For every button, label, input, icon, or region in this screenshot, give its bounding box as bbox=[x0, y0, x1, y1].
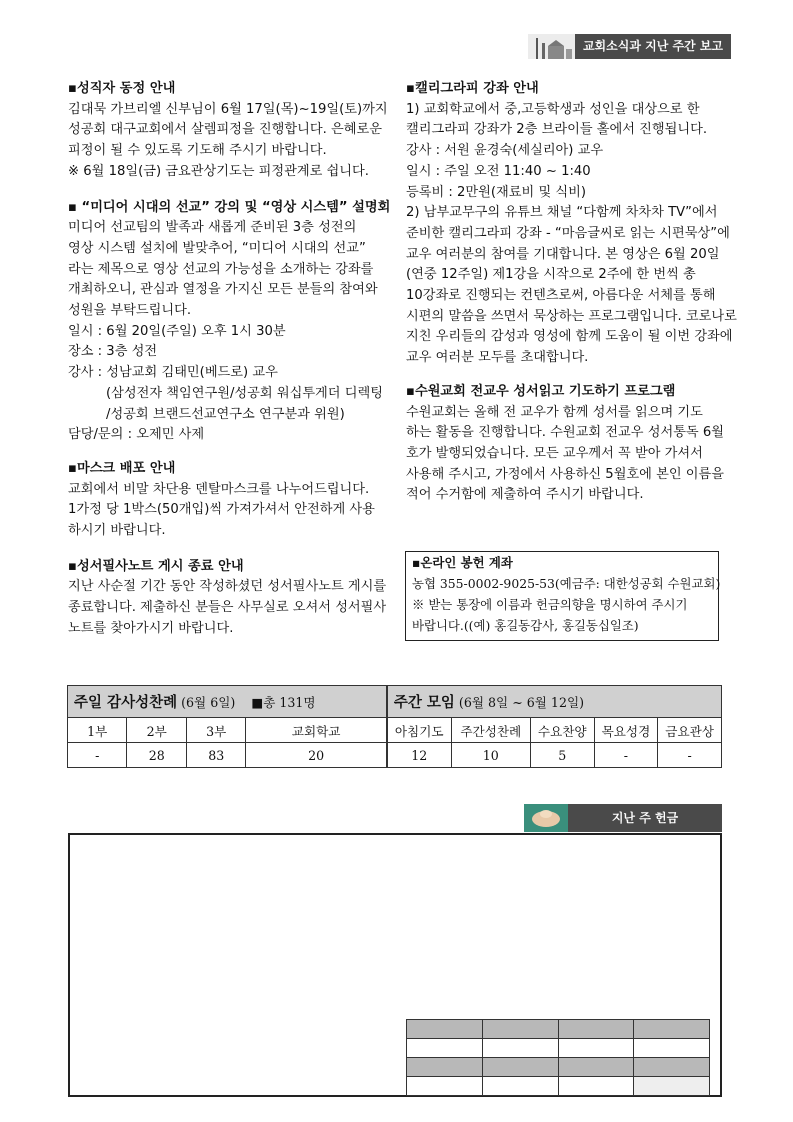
text-line: 등록비 : 2만원(재료비 및 식비) bbox=[406, 184, 587, 200]
table-row bbox=[407, 1058, 710, 1077]
column-header: 수요찬양 bbox=[530, 718, 594, 743]
value-cell: 5 bbox=[530, 743, 594, 768]
text-line: 일시 : 6월 20일(주일) 오후 1시 30분 bbox=[68, 323, 286, 339]
column-header: 아침기도 bbox=[387, 718, 451, 743]
text-line: 지친 우리들의 감성과 영성에 함께 도움이 될 이번 강좌에 bbox=[406, 329, 733, 345]
text-line: 개최하오니, 관심과 열정을 가지신 모든 분들의 참여와 bbox=[68, 282, 378, 298]
text-line: 종료합니다. 제출하신 분들은 사무실로 오셔서 성서필사 bbox=[68, 600, 387, 616]
offering-account-box bbox=[405, 551, 719, 641]
text-line: ※ 6월 18일(금) 금요관상기도는 피정관계로 쉽니다. bbox=[68, 163, 369, 179]
text-line: 적어 수거함에 제출하여 주시기 바랍니다. bbox=[406, 487, 644, 503]
weekly-date: (6월 8일 ~ 6월 12일) bbox=[458, 695, 585, 710]
table-cell bbox=[558, 1058, 634, 1077]
left-column bbox=[68, 79, 391, 640]
text-line: 10강좌로 진행되는 컨텐츠로써, 아름다운 서체를 통해 bbox=[406, 288, 716, 304]
table-cell bbox=[634, 1077, 710, 1096]
table-cell bbox=[482, 1077, 558, 1096]
table-cell bbox=[558, 1039, 634, 1058]
offering-title: 지난 주 헌금 bbox=[611, 811, 679, 825]
text-line: 수원교회는 올해 전 교우가 함께 성서를 읽으며 기도 bbox=[406, 404, 703, 420]
text-line: 호가 발행되었습니다. 모든 교우께서 꼭 받아 가셔서 bbox=[406, 445, 703, 461]
table-cell bbox=[558, 1077, 634, 1096]
text-line: 영상 시스템 설치에 발맞추어, “미디어 시대의 선교” bbox=[68, 240, 366, 256]
text-line: 장소 : 3층 성전 bbox=[68, 344, 158, 360]
account-line: 바랍니다.((예) 홍길동감사, 홍길동십일조) bbox=[412, 618, 639, 633]
table-cell bbox=[482, 1020, 558, 1039]
offering-account-title: ▪온라인 봉헌 계좌 bbox=[412, 555, 513, 570]
value-cell: - bbox=[658, 743, 722, 768]
sunday-date: (6월 6일) bbox=[181, 695, 236, 710]
text-line: 일시 : 주일 오전 11:40 ~ 1:40 bbox=[406, 163, 591, 179]
table-cell bbox=[634, 1039, 710, 1058]
text-line: 라는 제목으로 영상 선교의 가능성을 소개하는 강좌를 bbox=[68, 261, 374, 277]
table-cell bbox=[407, 1077, 483, 1096]
column-header: 교회학교 bbox=[246, 718, 387, 743]
header-title: 교회소식과 지난 주간 보고 bbox=[582, 39, 724, 53]
text-line: 1가정 당 1박스(50개입)씩 가져가셔서 안전하게 사용 bbox=[68, 502, 375, 518]
account-line: ※ 받는 통장에 이름과 헌금의향을 명시하여 주시기 bbox=[412, 597, 688, 612]
text-line: (삼성전자 책임연구원/성공회 워십투게더 디렉팅 bbox=[106, 385, 383, 401]
table-cell bbox=[482, 1058, 558, 1077]
value-cell: - bbox=[594, 743, 658, 768]
text-line: 하는 활동을 진행합니다. 수원교회 전교우 성서통독 6월 bbox=[406, 425, 724, 441]
value-cell: 83 bbox=[186, 743, 245, 768]
table-cell bbox=[634, 1058, 710, 1077]
table-cell bbox=[407, 1020, 483, 1039]
church-building-icon bbox=[528, 34, 575, 59]
section-title-media: ▪ “미디어 시대의 선교” 강의 및 “영상 시스템” 설명회 bbox=[68, 199, 391, 215]
weekly-header bbox=[387, 686, 722, 718]
text-line: 하시기 바랍니다. bbox=[68, 523, 166, 539]
right-column bbox=[406, 79, 737, 506]
table-row bbox=[407, 1039, 710, 1058]
value-cell: 28 bbox=[127, 743, 186, 768]
account-line: 농협 355-0002-9025-53(예금주: 대한성공회 수원교회) bbox=[412, 576, 721, 591]
table-cell bbox=[407, 1058, 483, 1077]
text-line: 강사 : 성남교회 김태민(베드로) 교우 bbox=[68, 365, 278, 381]
text-line: 교우 여러분 모두를 초대합니다. bbox=[406, 350, 589, 366]
text-line: 성공회 대구교회에서 살렘피정을 진행합니다. 은혜로운 bbox=[68, 122, 382, 138]
contact-line: 담당/문의 : 오제민 사제 bbox=[68, 427, 205, 443]
text-line: 2) 남부교무구의 유튜브 채널 “다함께 차차차 TV”에서 bbox=[406, 205, 718, 221]
column-header: 1부 bbox=[68, 718, 127, 743]
value-cell: 10 bbox=[451, 743, 530, 768]
section-title-bible-reading: ▪수원교회 전교우 성서읽고 기도하기 프로그램 bbox=[406, 383, 676, 399]
text-line: 피정이 될 수 있도록 기도해 주시기 바랍니다. bbox=[68, 143, 327, 159]
total-count: ■총 131명 bbox=[251, 695, 316, 710]
text-line: (연중 12주일) 제1강을 시작으로 2주에 한 번씩 총 bbox=[406, 267, 696, 283]
text-line: 시편의 말씀을 쓰면서 묵상하는 프로그램입니다. 코로나로 bbox=[406, 308, 737, 324]
column-header: 목요성경 bbox=[594, 718, 658, 743]
text-line: 지난 사순절 기간 동안 작성하셨던 성서필사노트 게시를 bbox=[68, 579, 387, 595]
value-cell: 20 bbox=[246, 743, 387, 768]
text-line: 캘리그라피 강좌가 2층 브라이들 홀에서 진행됩니다. bbox=[406, 122, 708, 138]
text-line: 노트를 찾아가시기 바랍니다. bbox=[68, 620, 234, 636]
weekly-title: 주간 모임 bbox=[393, 695, 455, 711]
text-line: 성원을 부탁드립니다. bbox=[68, 303, 192, 319]
sunday-header bbox=[68, 686, 387, 718]
text-line: 강사 : 서원 윤경숙(세실리아) 교우 bbox=[406, 143, 604, 159]
table-cell bbox=[558, 1020, 634, 1039]
table-cell bbox=[407, 1039, 483, 1058]
section-title-mask: ▪마스크 배포 안내 bbox=[68, 460, 176, 476]
text-line: /성공회 브랜드선교연구소 연구분과 위원) bbox=[106, 406, 345, 422]
section-title-clergy: ▪성직자 동정 안내 bbox=[68, 81, 176, 96]
hands-icon bbox=[524, 804, 568, 832]
text-line: 교회에서 비말 차단용 덴탈마스크를 나누어드립니다. bbox=[68, 481, 370, 497]
value-cell: - bbox=[68, 743, 127, 768]
column-header: 주간성찬례 bbox=[451, 718, 530, 743]
section-title-calligraphy: ▪캘리그라피 강좌 안내 bbox=[406, 81, 539, 96]
column-header: 2부 bbox=[127, 718, 186, 743]
text-line: 1) 교회학교에서 중,고등학생과 성인을 대상으로 한 bbox=[406, 101, 700, 117]
attendance-header-row bbox=[68, 686, 722, 718]
table-cell bbox=[482, 1039, 558, 1058]
text-line: 사용해 주시고, 가정에서 사용하신 5월호에 본인 이름을 bbox=[406, 466, 724, 482]
table-row bbox=[407, 1077, 710, 1096]
sunday-title: 주일 감사성찬례 bbox=[74, 695, 178, 711]
text-line: 교우 여러분의 참여를 기대합니다. 본 영상은 6월 20일 bbox=[406, 246, 720, 262]
text-line: 미디어 선교팀의 발족과 새롭게 준비된 3층 성전의 bbox=[68, 220, 357, 236]
offering-summary-table bbox=[406, 1019, 710, 1096]
value-cell: 12 bbox=[387, 743, 451, 768]
table-row bbox=[407, 1020, 710, 1039]
column-header: 3부 bbox=[186, 718, 245, 743]
attendance-table bbox=[67, 685, 722, 768]
text-line: 김대묵 가브리엘 신부님이 6월 17일(목)~19일(토)까지 bbox=[68, 101, 388, 117]
table-cell bbox=[634, 1020, 710, 1039]
section-title-bible-notes: ▪성서필사노트 게시 종료 안내 bbox=[68, 558, 244, 574]
column-header: 금요관상 bbox=[658, 718, 722, 743]
attendance-values-row bbox=[68, 743, 722, 768]
text-line: 준비한 캘리그라피 강좌 - “마음글씨로 읽는 시편묵상”에 bbox=[406, 225, 730, 241]
attendance-columns-row bbox=[68, 718, 722, 743]
